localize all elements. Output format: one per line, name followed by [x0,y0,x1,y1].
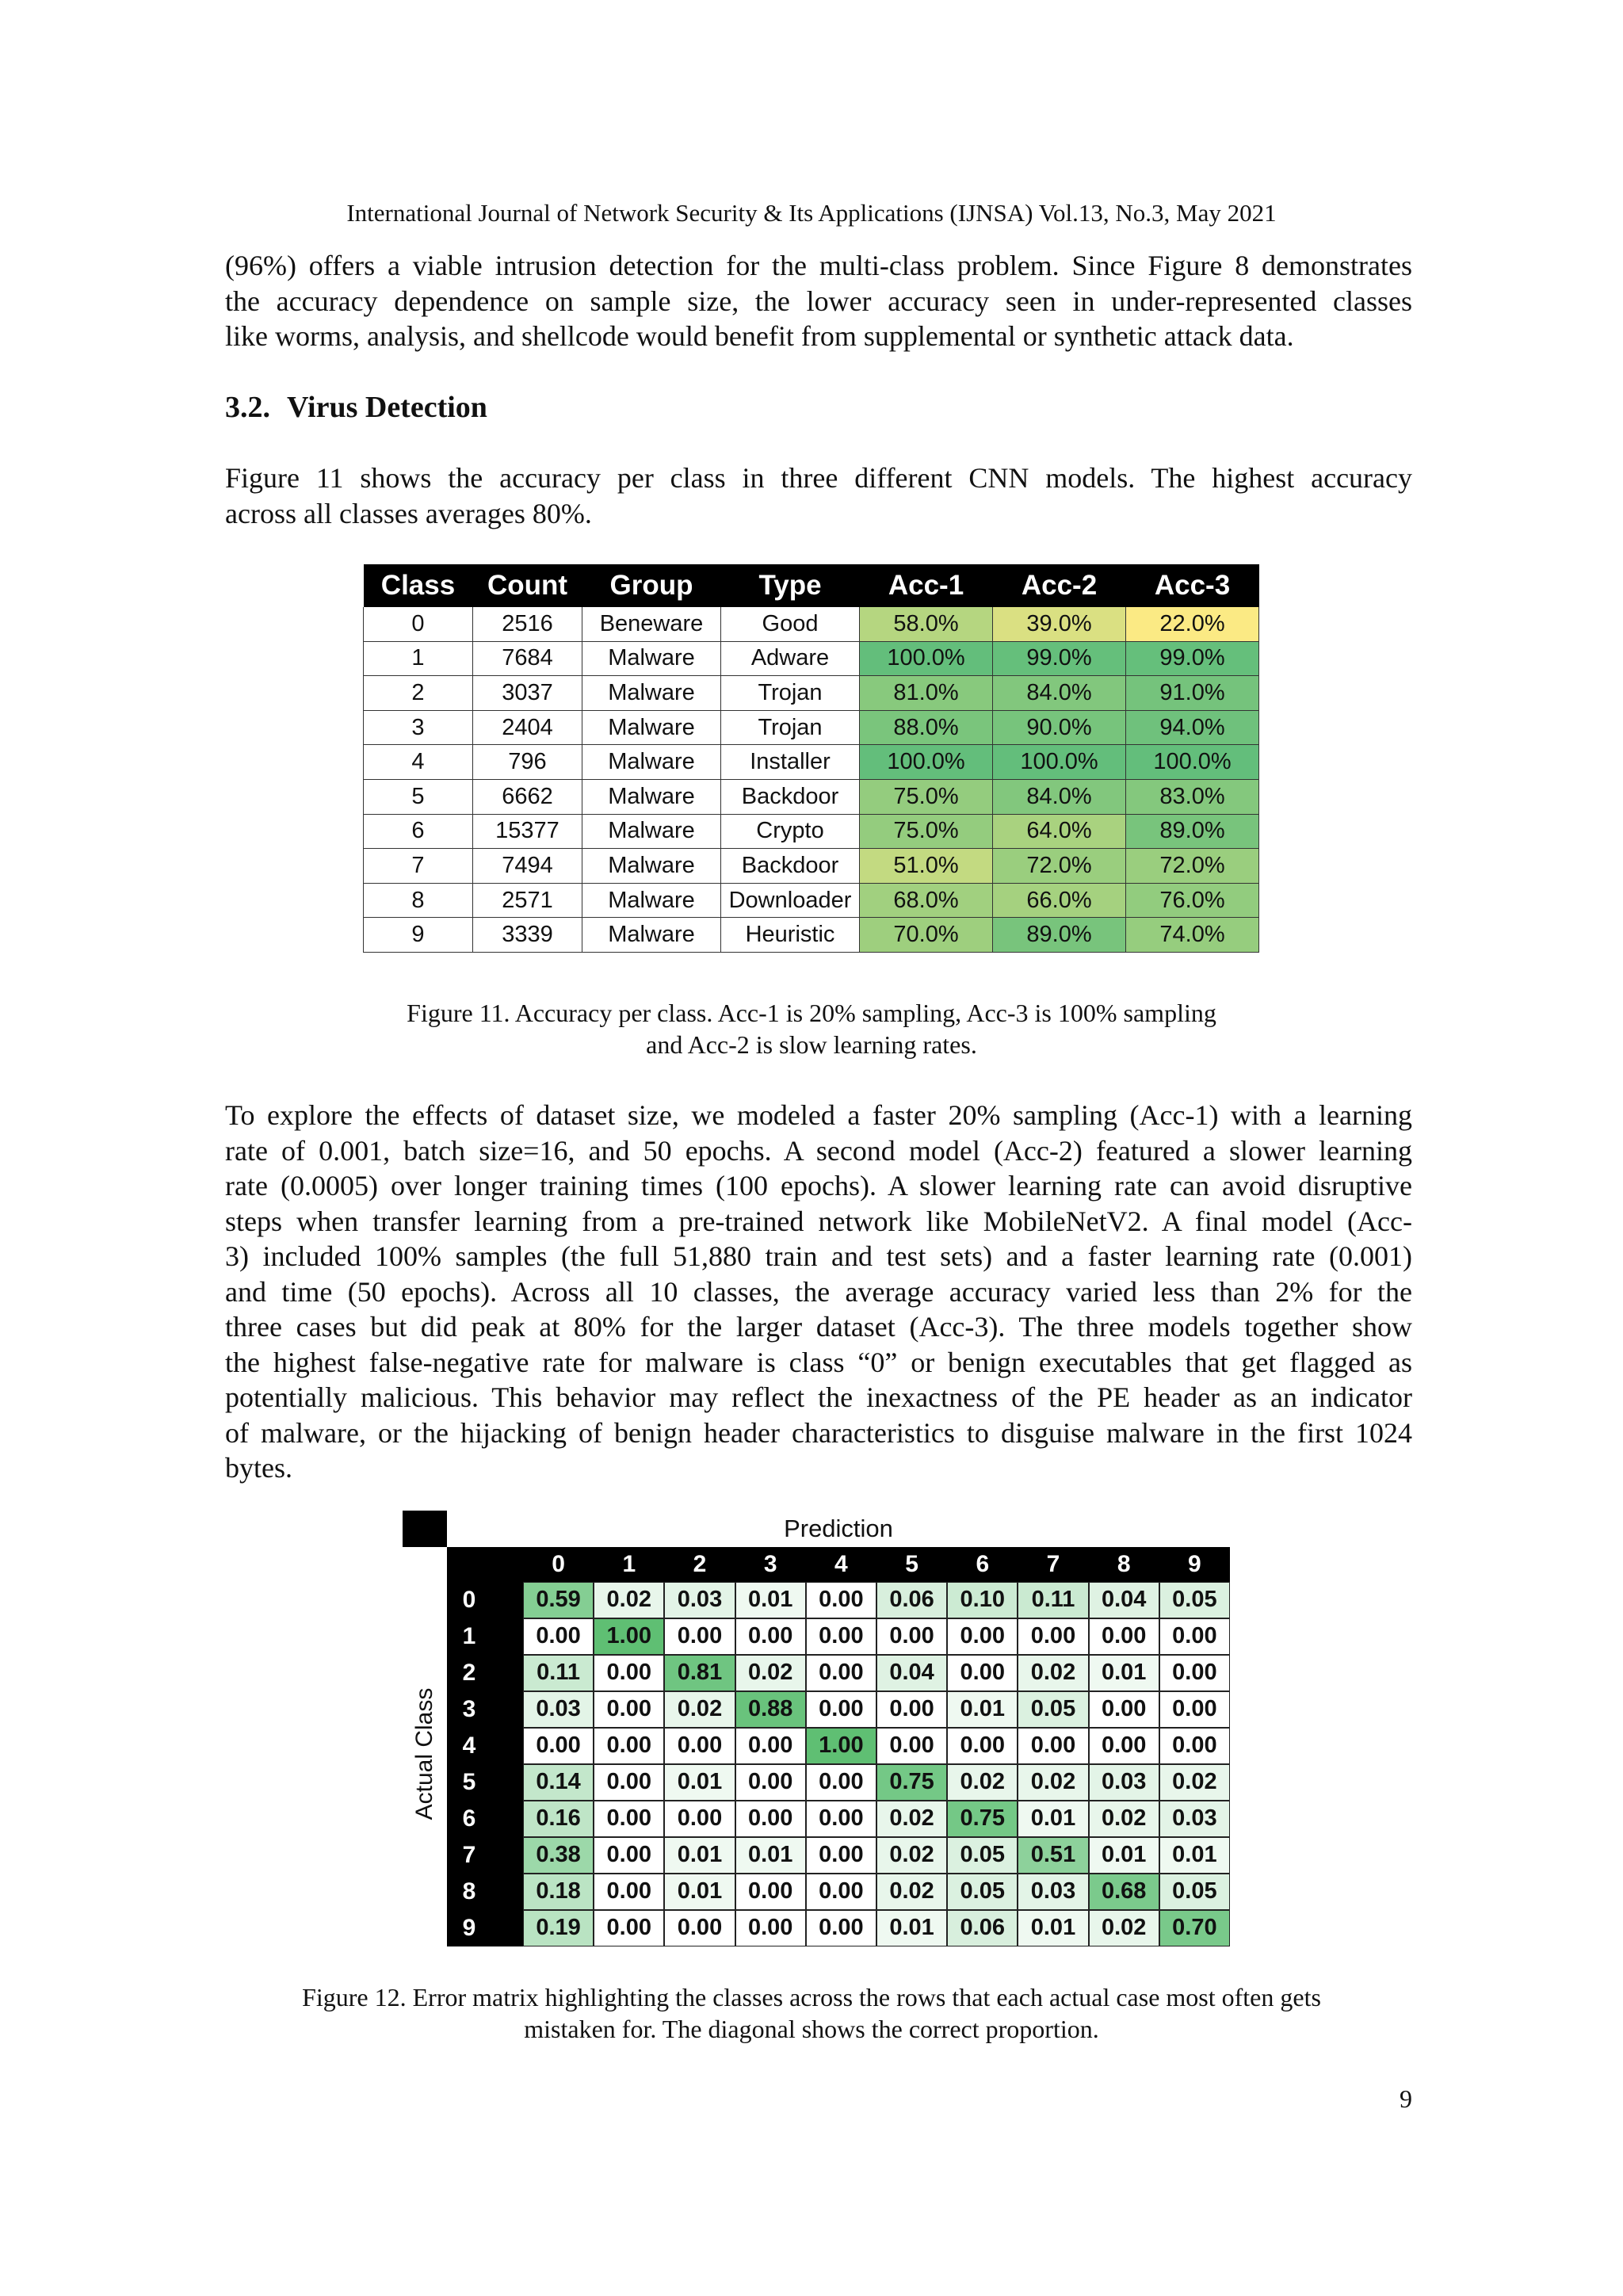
matrix-cell: 1.00 [594,1618,664,1655]
matrix-cell: 0.01 [1089,1837,1159,1874]
table-cell: 0 [364,607,473,641]
table-cell: Backdoor [721,849,860,884]
section-line: Figure 11 shows the accuracy per class in three different CNN models. The highest accuracy [225,462,1412,494]
table-cell: 68.0% [860,883,993,918]
table-cell: Malware [582,710,721,745]
column-header: Acc-1 [860,564,993,607]
prediction-axis-title: Prediction [784,1515,893,1542]
matrix-cell: 0.06 [947,1910,1018,1946]
table-cell: 15377 [473,814,582,849]
matrix-cell: 0.01 [664,1874,735,1910]
matrix-cell: 0.00 [806,1874,876,1910]
column-header: Group [582,564,721,607]
matrix-cell: 0.68 [1089,1874,1159,1910]
matrix-cell: 0.00 [947,1728,1018,1764]
matrix-cell: 0.38 [523,1837,594,1874]
matrix-cell: 0.00 [806,1801,876,1837]
table-cell: 83.0% [1126,779,1259,814]
prediction-tick-label: 7 [1046,1551,1060,1577]
table-cell: 3037 [473,676,582,711]
page-number: 9 [1400,2084,1412,2113]
matrix-cell: 0.03 [523,1691,594,1728]
caption-line: Figure 12. Error matrix highlighting the classes across the rows that each actual case most often gets [302,1983,1321,2011]
prediction-tick-label: 8 [1117,1551,1131,1577]
matrix-cell: 0.00 [1018,1618,1088,1655]
table-cell: Malware [582,779,721,814]
table-cell: 6 [364,814,473,849]
actual-tick-label: 5 [462,1769,476,1795]
matrix-cell: 0.00 [735,1764,806,1801]
body-line: the highest false-negative rate for malware is class “0” or benign executables that get flagged as [225,1346,1412,1378]
matrix-cell: 0.02 [876,1801,947,1837]
table-cell: 89.0% [993,918,1126,953]
table-cell: Installer [721,745,860,780]
body-line: bytes. [225,1452,292,1484]
table-cell: Trojan [721,710,860,745]
table-cell: 51.0% [860,849,993,884]
matrix-cell: 0.00 [664,1728,735,1764]
section-heading [225,388,487,426]
table-cell: 100.0% [1126,745,1259,780]
matrix-cell: 0.00 [876,1728,947,1764]
table-cell: 81.0% [860,676,993,711]
table-cell: 99.0% [993,641,1126,676]
table-cell: 94.0% [1126,710,1259,745]
table-cell: 75.0% [860,814,993,849]
table-cell: 5 [364,779,473,814]
matrix-cell: 0.01 [664,1837,735,1874]
column-header: Acc-3 [1126,564,1259,607]
intro-paragraph [225,248,1412,354]
table-row [364,883,1259,918]
table-row [364,607,1259,641]
table-cell: Malware [582,641,721,676]
matrix-cell: 0.03 [1159,1801,1230,1837]
matrix-cell: 0.03 [664,1582,735,1618]
matrix-cell: 0.00 [806,1655,876,1691]
matrix-cell: 0.00 [947,1655,1018,1691]
matrix-cell: 0.05 [1159,1874,1230,1910]
table-row [364,745,1259,780]
matrix-cell: 0.00 [594,1910,664,1946]
table-cell: 66.0% [993,883,1126,918]
actual-tick-label: 4 [462,1733,476,1759]
matrix-cell: 0.05 [1018,1691,1088,1728]
matrix-cell: 0.00 [806,1582,876,1618]
prediction-tick-label: 6 [976,1551,990,1577]
matrix-cell: 0.02 [876,1837,947,1874]
matrix-cell: 0.00 [1159,1655,1230,1691]
prediction-tick-label: 3 [763,1551,777,1577]
caption-line: and Acc-2 is slow learning rates. [646,1030,977,1059]
table-cell: 796 [473,745,582,780]
matrix-cell: 0.11 [523,1655,594,1691]
prediction-tick-label: 0 [552,1551,565,1577]
table-cell: 100.0% [993,745,1126,780]
actual-tick-label: 0 [462,1587,476,1613]
matrix-cell: 0.01 [947,1691,1018,1728]
figure-12-caption [0,1981,1623,2045]
actual-tick-label: 1 [462,1623,476,1649]
table-row [364,814,1259,849]
caption-line: Figure 11. Accuracy per class. Acc-1 is 20% sampling, Acc-3 is 100% sampling [407,999,1216,1027]
table-cell: Good [721,607,860,641]
matrix-cell: 0.00 [735,1728,806,1764]
table-cell: 3339 [473,918,582,953]
table-cell: Malware [582,814,721,849]
body-paragraph [225,1098,1412,1486]
body-line: of malware, or the hijacking of benign header characteristics to disguise malware in the first 1024 [225,1416,1412,1449]
table-cell: 100.0% [860,745,993,780]
section-line: across all classes averages 80%. [225,497,592,529]
table-cell: 4 [364,745,473,780]
section-paragraph [225,460,1412,531]
matrix-cell: 0.00 [876,1691,947,1728]
table-cell: 89.0% [1126,814,1259,849]
table-row [364,779,1259,814]
table-cell: 75.0% [860,779,993,814]
matrix-cell: 0.14 [523,1764,594,1801]
matrix-cell: 0.02 [664,1691,735,1728]
table-cell: Malware [582,745,721,780]
table-cell: 76.0% [1126,883,1259,918]
matrix-cell: 0.05 [947,1837,1018,1874]
table-cell: 2404 [473,710,582,745]
body-line: steps when transfer learning from a pre-trained network like MobileNetV2. A final model (Acc- [225,1205,1412,1237]
table-cell: 7684 [473,641,582,676]
table-cell: Adware [721,641,860,676]
table-cell: 2571 [473,883,582,918]
matrix-cell: 0.00 [1159,1618,1230,1655]
table-cell: Heuristic [721,918,860,953]
column-header: Type [721,564,860,607]
table-cell: 100.0% [860,641,993,676]
matrix-cell: 0.00 [664,1618,735,1655]
matrix-cell: 0.02 [1159,1764,1230,1801]
table-cell: Malware [582,676,721,711]
table-row [364,849,1259,884]
matrix-cell: 0.01 [735,1582,806,1618]
body-line: rate (0.0005) over longer training times (100 epochs). A slower learning rate can avoid disruptive [225,1170,1412,1201]
table-cell: 22.0% [1126,607,1259,641]
matrix-cell: 0.00 [523,1618,594,1655]
matrix-cell: 0.10 [947,1582,1018,1618]
matrix-column-header [447,1547,1230,1582]
matrix-cell: 0.00 [876,1618,947,1655]
matrix-cell: 0.01 [1018,1910,1088,1946]
table-cell: 9 [364,918,473,953]
table-cell: Beneware [582,607,721,641]
matrix-cell: 0.00 [735,1801,806,1837]
matrix-cell: 0.00 [1089,1691,1159,1728]
matrix-cell: 0.00 [1018,1728,1088,1764]
table-cell: 88.0% [860,710,993,745]
matrix-cell: 0.18 [523,1874,594,1910]
matrix-cell: 0.88 [735,1691,806,1728]
matrix-cell: 0.00 [735,1910,806,1946]
matrix-cell: 0.02 [735,1655,806,1691]
matrix-cell: 0.05 [947,1874,1018,1910]
table-row [364,641,1259,676]
matrix-cell: 0.02 [1089,1910,1159,1946]
prediction-tick-label: 9 [1188,1551,1201,1577]
matrix-cell: 0.00 [1089,1618,1159,1655]
matrix-cell: 0.04 [1089,1582,1159,1618]
matrix-cell: 0.00 [594,1655,664,1691]
table-cell: 3 [364,710,473,745]
table-row [364,710,1259,745]
table-cell: Malware [582,849,721,884]
table-cell: 8 [364,883,473,918]
actual-tick-label: 7 [462,1842,476,1868]
table-cell: Malware [582,883,721,918]
table-cell: 84.0% [993,676,1126,711]
matrix-cell: 0.00 [735,1874,806,1910]
matrix-cell: 1.00 [806,1728,876,1764]
matrix-cell: 0.00 [594,1691,664,1728]
matrix-cell: 0.19 [523,1910,594,1946]
matrix-corner [403,1511,447,1547]
actual-class-axis-title: Actual Class [411,1687,437,1820]
accuracy-table [363,564,1259,953]
caption-line: mistaken for. The diagonal shows the correct proportion. [524,2015,1099,2043]
prediction-tick-label: 5 [905,1551,918,1577]
matrix-cell: 0.03 [1018,1874,1088,1910]
matrix-cell: 0.00 [1159,1691,1230,1728]
matrix-cell: 0.59 [523,1582,594,1618]
matrix-cell: 0.00 [594,1728,664,1764]
actual-tick-label: 3 [462,1696,476,1722]
matrix-cell: 0.00 [594,1874,664,1910]
running-header: International Journal of Network Security & Its Applications (IJNSA) Vol.13, No.3, May 2021 [346,199,1277,227]
table-cell: Trojan [721,676,860,711]
accuracy-table-header [364,564,1259,607]
table-cell: 39.0% [993,607,1126,641]
table-cell: 99.0% [1126,641,1259,676]
matrix-cell: 0.03 [1089,1764,1159,1801]
matrix-cell: 0.06 [876,1582,947,1618]
matrix-cell: 0.51 [1018,1837,1088,1874]
column-header: Class [364,564,473,607]
body-line: potentially malicious. This behavior may reflect the inexactness of the PE header as an indicator [225,1381,1412,1413]
matrix-cell: 0.02 [947,1764,1018,1801]
actual-tick-label: 9 [462,1915,476,1941]
matrix-cell: 0.00 [806,1764,876,1801]
matrix-cell: 0.00 [1159,1728,1230,1764]
table-row [364,918,1259,953]
section-title: Virus Detection [287,391,487,424]
matrix-cell: 0.02 [1089,1801,1159,1837]
table-cell: 6662 [473,779,582,814]
table-cell: 72.0% [993,849,1126,884]
matrix-cell: 0.01 [735,1837,806,1874]
table-row [364,676,1259,711]
body-line: 3) included 100% samples (the full 51,880 train and test sets) and a faster learning rate (0.001) [225,1240,1412,1272]
column-header: Count [473,564,582,607]
matrix-cell: 0.05 [1159,1582,1230,1618]
matrix-cell: 0.16 [523,1801,594,1837]
table-cell: 84.0% [993,779,1126,814]
table-cell: 74.0% [1126,918,1259,953]
matrix-cell: 0.01 [1089,1655,1159,1691]
matrix-cell: 0.75 [947,1801,1018,1837]
prediction-tick-label: 4 [834,1551,848,1577]
table-cell: Crypto [721,814,860,849]
matrix-cell: 0.00 [947,1618,1018,1655]
matrix-cell: 0.00 [1089,1728,1159,1764]
matrix-cell: 0.00 [735,1618,806,1655]
actual-tick-label: 6 [462,1805,476,1832]
table-cell: Malware [582,918,721,953]
table-cell: 7494 [473,849,582,884]
table-cell: 70.0% [860,918,993,953]
matrix-cell: 0.00 [806,1691,876,1728]
prediction-tick-label: 2 [693,1551,707,1577]
table-cell: 2516 [473,607,582,641]
table-cell: 91.0% [1126,676,1259,711]
matrix-cell: 0.00 [806,1910,876,1946]
matrix-cell: 0.01 [876,1910,947,1946]
matrix-cell: 0.75 [876,1764,947,1801]
table-cell: 7 [364,849,473,884]
table-cell: 1 [364,641,473,676]
matrix-cell: 0.00 [594,1837,664,1874]
matrix-cell: 0.00 [594,1801,664,1837]
intro-line: (96%) offers a viable intrusion detection for the multi-class problem. Since Figure 8 demonstrates [225,250,1412,281]
section-number: 3.2. [225,391,270,424]
matrix-cell: 0.00 [806,1837,876,1874]
matrix-cell: 0.81 [664,1655,735,1691]
matrix-row-header [447,1582,523,1946]
body-line: rate of 0.001, batch size=16, and 50 epochs. A second model (Acc-2) featured a slower learning [225,1134,1412,1167]
matrix-cell: 0.00 [664,1910,735,1946]
matrix-cell: 0.00 [806,1618,876,1655]
accuracy-table-body [364,607,1259,952]
table-cell: Backdoor [721,779,860,814]
column-header: Acc-2 [993,564,1126,607]
body-line: three cases but did peak at 80% for the larger dataset (Acc-3). The three models together show [225,1311,1412,1343]
body-line: To explore the effects of dataset size, we modeled a faster 20% sampling (Acc-1) with a learning [225,1099,1412,1131]
table-cell: 58.0% [860,607,993,641]
matrix-cell: 0.00 [594,1764,664,1801]
matrix-cell: 0.70 [1159,1910,1230,1946]
matrix-cell: 0.01 [1159,1837,1230,1874]
matrix-cell: 0.02 [1018,1764,1088,1801]
error-matrix [403,1511,1230,1946]
table-cell: Downloader [721,883,860,918]
table-cell: 2 [364,676,473,711]
matrix-cell: 0.01 [1018,1801,1088,1837]
actual-tick-label: 2 [462,1660,476,1686]
table-cell: 90.0% [993,710,1126,745]
matrix-cell: 0.00 [523,1728,594,1764]
table-cell: 72.0% [1126,849,1259,884]
matrix-cell: 0.02 [1018,1655,1088,1691]
prediction-tick-label: 1 [622,1551,636,1577]
actual-tick-label: 8 [462,1878,476,1904]
figure-11-caption [0,997,1623,1060]
matrix-cell: 0.11 [1018,1582,1088,1618]
matrix-cell: 0.02 [594,1582,664,1618]
matrix-cell: 0.02 [876,1874,947,1910]
matrix-cell: 0.04 [876,1655,947,1691]
table-cell: 64.0% [993,814,1126,849]
intro-line: like worms, analysis, and shellcode would benefit from supplemental or synthetic attack data. [225,320,1294,352]
body-line: and time (50 epochs). Across all 10 classes, the average accuracy varied less than 2% for the [225,1275,1412,1308]
intro-line: the accuracy dependence on sample size, the lower accuracy seen in under-represented classes [225,285,1412,317]
matrix-cell: 0.00 [664,1801,735,1837]
matrix-cell: 0.01 [664,1764,735,1801]
